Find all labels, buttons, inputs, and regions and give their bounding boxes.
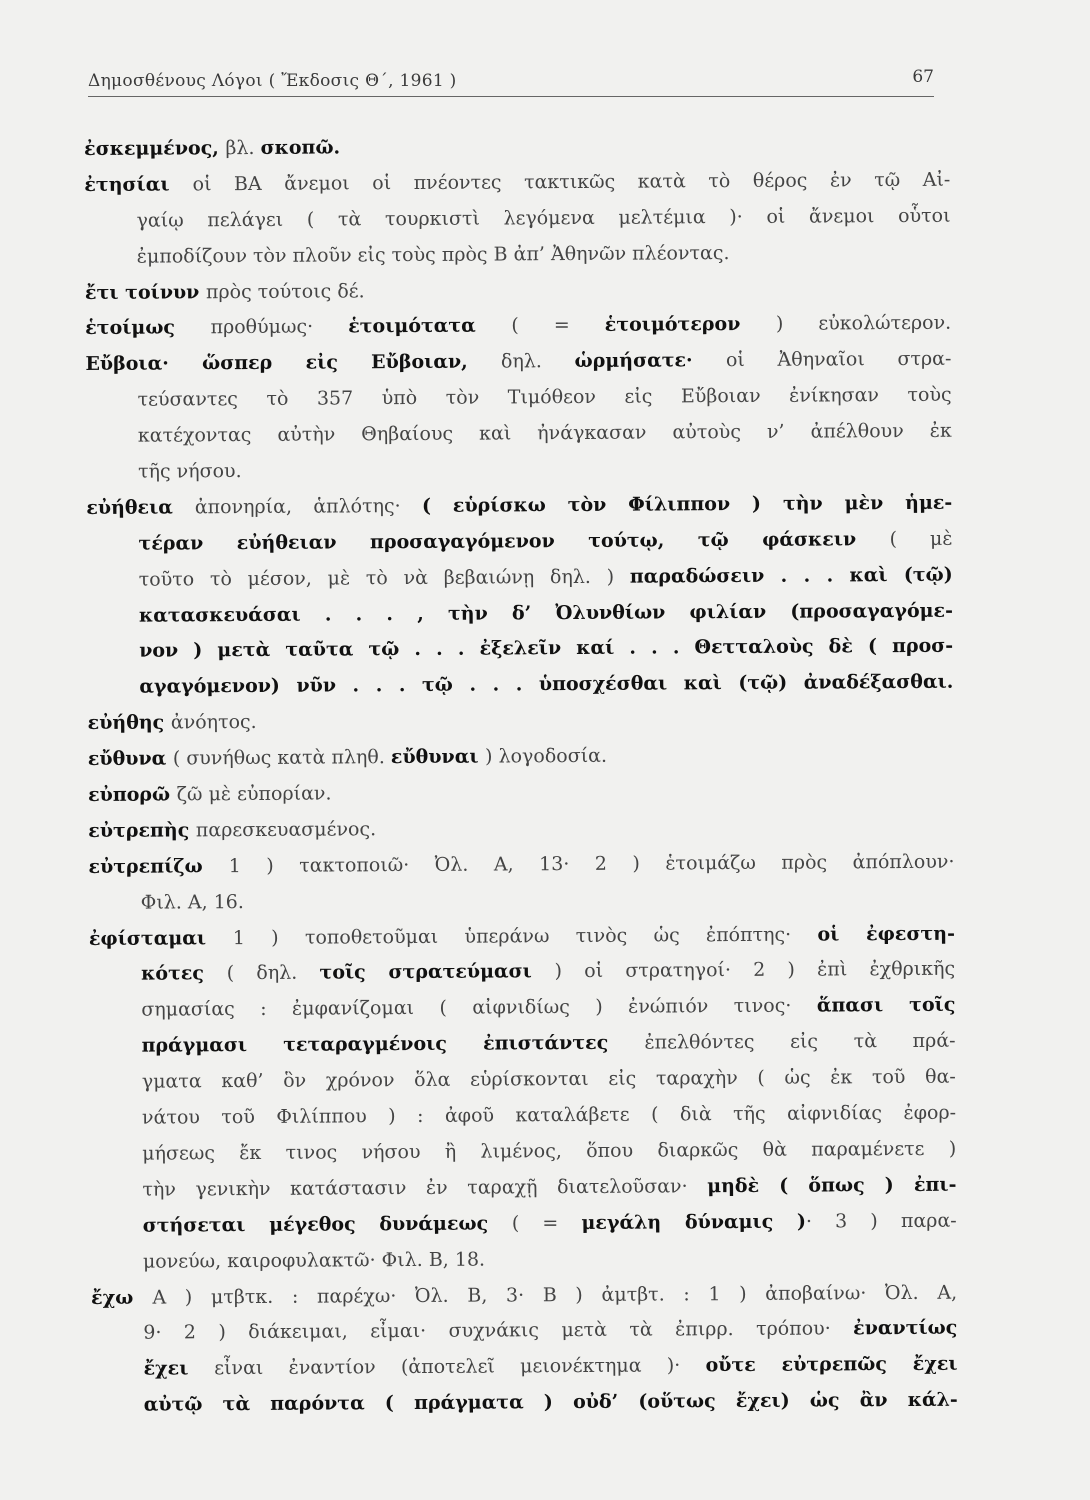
entry-continuation-line [89,952,955,993]
entry-continuation-line [90,1060,956,1101]
headword-text: ὡρμήσατε· [574,349,726,373]
headword-text: στήσεται μέγεθος δυνάμεως [142,1212,512,1237]
headword-text: εὐτρεπίζω [88,854,229,878]
gloss-text: ( = [511,314,605,337]
gloss-text: γαίῳ πελάγει ( τὰ τουρκιστὶ λεγόμενα μελτέμια )· οἱ ἄνεμοι οὗτοι [136,204,951,232]
gloss-text: τῆς νήσου. [138,460,242,483]
gloss-text: 9· 2 ) διάκειμαι, εἶμαι· συχνάκις μετὰ τὰ ἐπιρρ. τρόπου· [143,1317,854,1345]
gloss-text: εἶναι ἐναντίον (ἀποτελεῖ μειονέκτημα )· [214,1354,706,1380]
entry-continuation-line [87,665,953,706]
headword-text: ἔχω [91,1286,153,1309]
entry-continuation-line [87,557,953,598]
gloss-text: ( δηλ. [226,962,320,985]
entry-continuation-line [90,1168,956,1209]
entry-continuation-line [90,1096,956,1137]
headword-text: Εὔβοια· ὥσπερ εἰς Εὔβοιαν, [85,350,502,376]
headword-text: σκοπῶ. [260,136,341,159]
entry-continuation-line [89,880,955,921]
headword-text: ἐσκεμμένος, [84,137,226,160]
gloss-text: 1 ) τοποθετοῦμαι ὑπεράνω τινὸς ὡς ἐπόπτης· [232,923,818,949]
gloss-text: ( μὲ [889,527,953,550]
gloss-text: ζῶ μὲ εὐπορίαν. [176,782,332,806]
gloss-text: ) εὐκολώτερον. [775,312,952,336]
headword-text: παραδώσειν . . . καὶ (τῷ) [629,563,953,588]
entry-line [88,845,954,886]
gloss-text: παρεσκευασμένος. [195,818,377,842]
headword-text: αγαγόμενον) νῦν . . . τῷ . . . ὑποσχέσθαι καὶ (τῷ) ἀναδέξασθαι. [139,671,954,699]
headword-text: εὐήθεια [86,496,195,519]
headword-text: νον ) μετὰ ταῦτα τῷ . . . ἐξελεῖν καί . . . Θετταλοὺς δὲ ( προσ- [139,635,954,663]
entry-continuation-line [86,378,952,419]
entry-continuation-line [89,988,955,1029]
entry-line [85,342,951,383]
entry-line [88,809,954,850]
entry-line [88,701,954,742]
gloss-text: τοῦτο τὸ μέσον, μὲ τὸ νὰ βεβαιώνῃ δηλ. ) [138,565,630,591]
headword-text: μεγάλη δύναμις ) [581,1210,807,1234]
entry-continuation-line [91,1203,957,1244]
headword-text: τοῖς στρατεύμασι [319,960,555,985]
entry-line [84,163,950,204]
gloss-text: μήσεως ἔκ τινος νήσου ἢ λιμένος, ὅπου διαρκῶς θὰ παραμένετε ) [142,1137,957,1165]
entry-line [91,1275,957,1316]
headword-text: ἅπασι τοῖς [816,994,956,1017]
headword-text: οἱ ἐφεστη- [817,922,956,946]
gloss-text: ) λογοδοσία. [485,744,608,768]
glossary-body [84,127,958,1424]
gloss-text: σημασίας : ἐμφανίζομαι ( αἰφνιδίως ) ἐνώπιόν τινος· [141,994,817,1022]
headword-text: ἑτοιμότερον [604,313,777,337]
gloss-text: ( = [511,1211,582,1235]
gloss-text: ἐμποδίζουν τὸν πλοῦν εἰς τοὺς πρὸς Β ἀπ’ Ἀθηνῶν πλέοντας. [136,241,730,268]
gloss-text: δηλ. [500,350,575,373]
entry-line [86,486,952,527]
running-head: Δημοσθένους Λόγοι ( Ἔκδοσις Θ΄, 1961 ) [88,71,457,91]
headword-text: εὐήθης [87,711,171,735]
gloss-text: Φιλ. Α, 16. [140,890,244,914]
entry-line [88,773,954,814]
entry-line [85,306,951,347]
headword-text: πράγμασι τεταραγμένοις ἐπιστάντες [141,1031,645,1057]
gloss-text: μονεύω, καιροφυλακτῶ· Φιλ. Β, 18. [142,1248,486,1273]
gloss-text: ἀπονηρία, ἁπλότης· [194,494,423,519]
headword-text: ( εὑρίσκω τὸν Φίλιππον ) τὴν μὲν ἡμε- [421,491,953,517]
entry-continuation-line [87,593,953,634]
headword-text: κατασκευάσαι . . . , τὴν δ’ Ὀλυνθίων φιλίαν (προσαγαγόμε- [138,599,954,627]
entry-continuation-line [91,1311,957,1352]
entry-continuation-line [85,234,951,275]
headword-text: ἑτοιμότατα [348,314,512,338]
gloss-text: γματα καθ’ ὃν χρόνον ὅλα εὑρίσκονται εἰς ταραχὴν ( ὡς ἐκ τοῦ θα- [141,1065,956,1093]
entry-line [89,916,955,957]
entry-continuation-line [92,1383,958,1424]
headword-text: τέραν εὐήθειαν προσαγαγόμενον τούτῳ, τῷ φάσκειν [138,527,890,555]
gloss-text: ) οἱ στρατηγοί· 2 ) ἐπὶ ἐχθρικῆς [554,958,956,983]
headword-text: αὐτῷ τὰ παρόντα ( πράγματα ) οὐδ’ (οὕτως ἔχει) ὡς ἂν κάλ- [143,1388,958,1416]
headword-text: ἐφίσταμαι [88,926,233,950]
entry-line [84,127,950,168]
headword-text: οὔτε εὐτρεπῶς ἔχει [705,1352,958,1377]
page-number: 67 [912,67,934,87]
entry-continuation-line [84,198,950,239]
entry-continuation-line [86,521,952,562]
gloss-text: κατέχοντας αὐτὴν Θηβαίους καὶ ἠνάγκασαν αὐτοὺς ν’ ἀπέλθουν ἐκ [137,419,952,447]
entry-continuation-line [87,629,953,670]
gloss-text: οἱ Ἀθηναῖοι στρα- [725,348,952,372]
gloss-text: · 3 ) παρα- [805,1209,957,1233]
headword-text: ἑτοίμως [85,316,211,340]
gloss-text: ( συνήθως κατὰ πληθ. [172,746,391,770]
gloss-text: ἀνόητος. [170,711,257,734]
gloss-text: Α ) μτβτκ. : παρέχω· Ὀλ. Β, 3· Β ) ἀμτβτ. : 1 ) ἀποβαίνω· Ὀλ. Α, [152,1281,958,1309]
gloss-text: τὴν γενικὴν κατάστασιν ἐν ταραχῇ διατελοῦσαν· [142,1175,708,1201]
headword-text: ἐναντίως [853,1317,958,1340]
gloss-text: οἱ ΒΑ ἄνεμοι οἱ πνέοντες τακτικῶς κατὰ τὸ θέρος ἐν τῷ Αἰ- [192,168,951,196]
gloss-text: βλ. [225,136,261,160]
entry-continuation-line [91,1347,957,1388]
headword-text: μηδὲ ( ὅπως ) ἐπι- [707,1173,957,1198]
headword-text: εὐπορῶ [87,783,177,807]
gloss-text: προθύμως· [210,315,349,339]
entry-continuation-line [86,450,952,491]
entry-continuation-line [89,1024,955,1065]
entry-line [85,270,951,311]
gloss-text: νάτου τοῦ Φιλίππου ) : ἀφοῦ καταλάβετε ( διὰ τῆς αἰφνιδίας ἐφορ- [141,1101,957,1129]
headword-text: εὐτρεπὴς [88,819,196,842]
headword-text: ἔχει [143,1357,215,1380]
entry-line [88,737,954,778]
entry-continuation-line [91,1239,957,1280]
gloss-text: τεύσαντες τὸ 357 ὑπὸ τὸν Τιμόθεον εἰς Εὔβοιαν ἐνίκησαν τοὺς [137,383,952,411]
headword-text: ἔτι τοίνυν [84,280,207,304]
page-header [88,62,934,97]
headword-text: εὔθυναι [390,745,486,769]
gloss-text: ἐπελθόντες εἰς τὰ πρά- [644,1029,956,1054]
entry-continuation-line [86,414,952,455]
headword-text: ἐτησίαι [84,173,193,196]
gloss-text: 1 ) τακτοποιῶ· Ὀλ. Α, 13· 2 ) ἑτοιμάζω πρὸς ἀπόπλουν· [228,850,955,877]
entry-continuation-line [90,1132,956,1173]
headword-text: εὔθυνα [87,747,173,771]
gloss-text: πρὸς τούτοις δέ. [205,279,365,303]
headword-text: κότες [141,962,227,986]
